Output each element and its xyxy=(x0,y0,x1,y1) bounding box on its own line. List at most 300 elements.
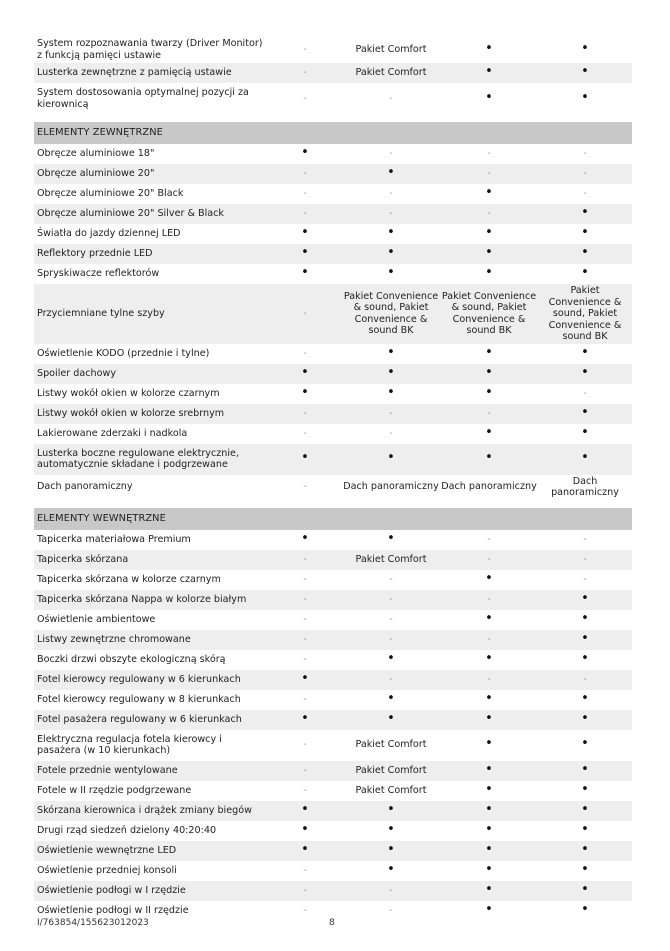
trim-cell-4 xyxy=(538,530,632,550)
table-row xyxy=(34,364,632,384)
trim-cell-1 xyxy=(268,761,342,781)
standard-dot-icon: • xyxy=(485,344,493,360)
option-package-text: Pakiet Comfort xyxy=(355,553,427,565)
trim-cell-4 xyxy=(538,364,632,384)
table-row xyxy=(34,530,632,550)
standard-dot-icon: • xyxy=(581,205,589,221)
trim-cell-2 xyxy=(342,63,440,83)
trim-cell-3 xyxy=(440,164,538,184)
not-available-dash: - xyxy=(303,784,307,796)
standard-dot-icon: • xyxy=(485,901,493,917)
trim-cell-4 xyxy=(538,384,632,404)
feature-name: Fotele przednie wentylowane xyxy=(34,761,268,781)
table-row xyxy=(34,730,632,761)
feature-name: Oświetlenie wewnętrzne LED xyxy=(34,841,268,861)
feature-name: Dach panoramiczny xyxy=(34,475,268,500)
feature-name: Obręcze aluminiowe 20" Silver & Black xyxy=(34,204,268,224)
trim-cell-4 xyxy=(538,710,632,730)
section-spacer xyxy=(34,114,632,122)
trim-cell-3 xyxy=(440,264,538,284)
not-available-dash: - xyxy=(389,673,393,685)
standard-dot-icon: • xyxy=(581,89,589,105)
not-available-dash: - xyxy=(389,904,393,916)
standard-dot-icon: • xyxy=(387,690,395,706)
standard-dot-icon: • xyxy=(301,821,309,837)
trim-cell-1 xyxy=(268,550,342,570)
standard-dot-icon: • xyxy=(387,841,395,857)
trim-cell-2 xyxy=(342,730,440,761)
standard-dot-icon: • xyxy=(581,364,589,380)
trim-cell-1 xyxy=(268,821,342,841)
feature-name: Drugi rząd siedzeń dzielony 40:20:40 xyxy=(34,821,268,841)
not-available-dash: - xyxy=(303,407,307,419)
table-row xyxy=(34,424,632,444)
table-row xyxy=(34,630,632,650)
standard-dot-icon: • xyxy=(485,781,493,797)
document-id: I/763854/155623012023 xyxy=(37,918,149,928)
trim-cell-4 xyxy=(538,570,632,590)
trim-cell-4 xyxy=(538,630,632,650)
standard-dot-icon: • xyxy=(581,450,589,466)
table-row xyxy=(34,550,632,570)
trim-cell-4 xyxy=(538,475,632,500)
trim-cell-2 xyxy=(342,264,440,284)
trim-cell-3 xyxy=(440,881,538,901)
trim-cell-3 xyxy=(440,861,538,881)
standard-dot-icon: • xyxy=(581,344,589,360)
trim-cell-1 xyxy=(268,710,342,730)
not-available-dash: - xyxy=(583,387,587,399)
trim-cell-1 xyxy=(268,610,342,630)
option-package-text: Pakiet Comfort xyxy=(355,784,427,796)
standard-dot-icon: • xyxy=(387,245,395,261)
not-available-dash: - xyxy=(389,573,393,585)
trim-cell-4 xyxy=(538,761,632,781)
standard-dot-icon: • xyxy=(581,630,589,646)
not-available-dash: - xyxy=(303,864,307,876)
standard-dot-icon: • xyxy=(301,710,309,726)
table-row xyxy=(34,801,632,821)
trim-cell-3 xyxy=(440,36,538,63)
trim-cell-4 xyxy=(538,83,632,114)
trim-cell-2 xyxy=(342,841,440,861)
trim-cell-2 xyxy=(342,710,440,730)
standard-dot-icon: • xyxy=(581,40,589,56)
standard-dot-icon: • xyxy=(301,530,309,546)
table-row xyxy=(34,264,632,284)
standard-dot-icon: • xyxy=(581,821,589,837)
standard-dot-icon: • xyxy=(581,761,589,777)
trim-cell-2 xyxy=(342,424,440,444)
standard-dot-icon: • xyxy=(387,861,395,877)
not-available-dash: - xyxy=(303,67,307,79)
not-available-dash: - xyxy=(303,347,307,359)
standard-dot-icon: • xyxy=(581,610,589,626)
trim-cell-2 xyxy=(342,861,440,881)
standard-dot-icon: • xyxy=(301,801,309,817)
trim-cell-1 xyxy=(268,781,342,801)
trim-cell-3 xyxy=(440,384,538,404)
trim-cell-3 xyxy=(440,424,538,444)
trim-cell-1 xyxy=(268,204,342,224)
trim-cell-4 xyxy=(538,901,632,921)
trim-cell-2 xyxy=(342,404,440,424)
trim-cell-3 xyxy=(440,650,538,670)
feature-name: Oświetlenie KODO (przednie i tylne) xyxy=(34,344,268,364)
table-row xyxy=(34,164,632,184)
not-available-dash: - xyxy=(389,188,393,200)
trim-cell-3 xyxy=(440,730,538,761)
standard-dot-icon: • xyxy=(387,821,395,837)
feature-name: Obręcze aluminiowe 20" xyxy=(34,164,268,184)
trim-cell-3 xyxy=(440,901,538,921)
trim-cell-1 xyxy=(268,650,342,670)
trim-cell-2 xyxy=(342,36,440,63)
option-package-text: Pakiet Comfort xyxy=(355,764,427,776)
not-available-dash: - xyxy=(389,407,393,419)
standard-dot-icon: • xyxy=(485,736,493,752)
trim-cell-2 xyxy=(342,570,440,590)
standard-dot-icon: • xyxy=(581,881,589,897)
feature-name: Tapicerka materiałowa Premium xyxy=(34,530,268,550)
feature-name: Fotele w II rzędzie podgrzewane xyxy=(34,781,268,801)
standard-dot-icon: • xyxy=(485,821,493,837)
trim-cell-1 xyxy=(268,384,342,404)
table-row xyxy=(34,590,632,610)
trim-cell-4 xyxy=(538,164,632,184)
trim-cell-1 xyxy=(268,530,342,550)
standard-dot-icon: • xyxy=(485,424,493,440)
not-available-dash: - xyxy=(389,427,393,439)
trim-cell-1 xyxy=(268,264,342,284)
trim-cell-1 xyxy=(268,144,342,164)
trim-cell-3 xyxy=(440,690,538,710)
trim-cell-3 xyxy=(440,801,538,821)
option-package-text: Pakiet Comfort xyxy=(355,67,427,79)
trim-cell-2 xyxy=(342,801,440,821)
standard-dot-icon: • xyxy=(581,225,589,241)
table-row xyxy=(34,284,632,344)
trim-cell-1 xyxy=(268,570,342,590)
table-row xyxy=(34,63,632,83)
not-available-dash: - xyxy=(389,593,393,605)
standard-dot-icon: • xyxy=(387,450,395,466)
feature-name: Przyciemniane tylne szyby xyxy=(34,284,268,344)
standard-dot-icon: • xyxy=(485,710,493,726)
trim-cell-2 xyxy=(342,224,440,244)
not-available-dash: - xyxy=(487,533,491,545)
trim-cell-2 xyxy=(342,184,440,204)
standard-dot-icon: • xyxy=(581,901,589,917)
table-row xyxy=(34,184,632,204)
table-row xyxy=(34,204,632,224)
trim-cell-2 xyxy=(342,610,440,630)
not-available-dash: - xyxy=(303,43,307,55)
standard-dot-icon: • xyxy=(301,670,309,686)
standard-dot-icon: • xyxy=(581,265,589,281)
not-available-dash: - xyxy=(303,764,307,776)
standard-dot-icon: • xyxy=(387,364,395,380)
trim-cell-3 xyxy=(440,630,538,650)
standard-dot-icon: • xyxy=(301,841,309,857)
trim-cell-1 xyxy=(268,424,342,444)
trim-cell-1 xyxy=(268,244,342,264)
trim-cell-3 xyxy=(440,821,538,841)
trim-cell-4 xyxy=(538,144,632,164)
standard-dot-icon: • xyxy=(387,225,395,241)
standard-dot-icon: • xyxy=(485,690,493,706)
trim-cell-2 xyxy=(342,821,440,841)
trim-cell-3 xyxy=(440,284,538,344)
table-row xyxy=(34,761,632,781)
trim-cell-2 xyxy=(342,550,440,570)
feature-name: Lusterka zewnętrzne z pamięcią ustawie xyxy=(34,63,268,83)
trim-cell-1 xyxy=(268,861,342,881)
option-package-text: Dach panoramiczny xyxy=(343,481,439,493)
standard-dot-icon: • xyxy=(485,650,493,666)
section-header xyxy=(34,508,632,530)
standard-dot-icon: • xyxy=(485,861,493,877)
table-row xyxy=(34,244,632,264)
trim-cell-3 xyxy=(440,224,538,244)
table-row xyxy=(34,83,632,114)
equipment-table xyxy=(34,36,632,921)
standard-dot-icon: • xyxy=(387,710,395,726)
trim-cell-2 xyxy=(342,901,440,921)
trim-cell-3 xyxy=(440,530,538,550)
not-available-dash: - xyxy=(583,188,587,200)
not-available-dash: - xyxy=(303,613,307,625)
standard-dot-icon: • xyxy=(581,64,589,80)
not-available-dash: - xyxy=(583,148,587,160)
feature-name: Światła do jazdy dziennej LED xyxy=(34,224,268,244)
trim-cell-2 xyxy=(342,444,440,475)
standard-dot-icon: • xyxy=(581,650,589,666)
trim-cell-1 xyxy=(268,690,342,710)
trim-cell-2 xyxy=(342,384,440,404)
trim-cell-4 xyxy=(538,404,632,424)
trim-cell-2 xyxy=(342,650,440,670)
not-available-dash: - xyxy=(303,168,307,180)
not-available-dash: - xyxy=(303,188,307,200)
option-package-text: Pakiet Comfort xyxy=(355,43,427,55)
not-available-dash: - xyxy=(487,407,491,419)
feature-name: Oświetlenie przedniej konsoli xyxy=(34,861,268,881)
standard-dot-icon: • xyxy=(301,225,309,241)
feature-name: Obręcze aluminiowe 20" Black xyxy=(34,184,268,204)
trim-cell-4 xyxy=(538,730,632,761)
standard-dot-icon: • xyxy=(581,590,589,606)
trim-cell-2 xyxy=(342,83,440,114)
trim-cell-4 xyxy=(538,881,632,901)
trim-cell-3 xyxy=(440,184,538,204)
trim-cell-1 xyxy=(268,881,342,901)
section-title: ELEMENTY WEWNĘTRZNE xyxy=(34,508,632,530)
standard-dot-icon: • xyxy=(485,89,493,105)
trim-cell-4 xyxy=(538,650,632,670)
trim-cell-1 xyxy=(268,444,342,475)
standard-dot-icon: • xyxy=(485,761,493,777)
not-available-dash: - xyxy=(487,673,491,685)
not-available-dash: - xyxy=(389,208,393,220)
trim-cell-4 xyxy=(538,821,632,841)
trim-cell-2 xyxy=(342,204,440,224)
feature-name: Tapicerka skórzana w kolorze czarnym xyxy=(34,570,268,590)
option-package-text: Pakiet Convenience & sound, Pakiet Convenience & sound BK xyxy=(343,290,439,337)
section-title: ELEMENTY ZEWNĘTRZNE xyxy=(34,122,632,144)
not-available-dash: - xyxy=(487,553,491,565)
not-available-dash: - xyxy=(389,92,393,104)
trim-cell-2 xyxy=(342,530,440,550)
not-available-dash: - xyxy=(303,904,307,916)
trim-cell-4 xyxy=(538,424,632,444)
table-row xyxy=(34,650,632,670)
trim-cell-3 xyxy=(440,761,538,781)
standard-dot-icon: • xyxy=(301,450,309,466)
trim-cell-1 xyxy=(268,36,342,63)
not-available-dash: - xyxy=(303,92,307,104)
standard-dot-icon: • xyxy=(301,265,309,281)
trim-cell-2 xyxy=(342,881,440,901)
trim-cell-2 xyxy=(342,164,440,184)
table-row xyxy=(34,610,632,630)
trim-cell-3 xyxy=(440,710,538,730)
not-available-dash: - xyxy=(487,593,491,605)
standard-dot-icon: • xyxy=(485,185,493,201)
not-available-dash: - xyxy=(303,573,307,585)
option-package-text: Dach panoramiczny xyxy=(441,481,537,493)
standard-dot-icon: • xyxy=(485,450,493,466)
trim-cell-3 xyxy=(440,670,538,690)
trim-cell-1 xyxy=(268,730,342,761)
standard-dot-icon: • xyxy=(485,245,493,261)
trim-cell-1 xyxy=(268,404,342,424)
feature-name: Listwy zewnętrzne chromowane xyxy=(34,630,268,650)
standard-dot-icon: • xyxy=(581,861,589,877)
feature-name: Oświetlenie podłogi w I rzędzie xyxy=(34,881,268,901)
not-available-dash: - xyxy=(303,208,307,220)
trim-cell-4 xyxy=(538,861,632,881)
not-available-dash: - xyxy=(303,633,307,645)
standard-dot-icon: • xyxy=(485,64,493,80)
trim-cell-1 xyxy=(268,284,342,344)
standard-dot-icon: • xyxy=(581,424,589,440)
option-package-text: Dach panoramiczny xyxy=(551,475,619,498)
trim-cell-1 xyxy=(268,164,342,184)
table-row xyxy=(34,821,632,841)
standard-dot-icon: • xyxy=(581,801,589,817)
feature-name: Oświetlenie podłogi w II rzędzie xyxy=(34,901,268,921)
standard-dot-icon: • xyxy=(387,650,395,666)
feature-name: System dostosowania optymalnej pozycji za kierownicą xyxy=(34,83,268,114)
not-available-dash: - xyxy=(389,148,393,160)
trim-cell-2 xyxy=(342,630,440,650)
feature-name: Spryskiwacze reflektorów xyxy=(34,264,268,284)
standard-dot-icon: • xyxy=(485,384,493,400)
standard-dot-icon: • xyxy=(301,364,309,380)
trim-cell-2 xyxy=(342,781,440,801)
trim-cell-3 xyxy=(440,841,538,861)
table-row xyxy=(34,36,632,63)
trim-cell-4 xyxy=(538,264,632,284)
standard-dot-icon: • xyxy=(485,265,493,281)
trim-cell-3 xyxy=(440,204,538,224)
standard-dot-icon: • xyxy=(485,801,493,817)
trim-cell-1 xyxy=(268,630,342,650)
trim-cell-4 xyxy=(538,841,632,861)
feature-name: Skórzana kierownica i drążek zmiany biegów xyxy=(34,801,268,821)
standard-dot-icon: • xyxy=(387,384,395,400)
not-available-dash: - xyxy=(303,481,307,493)
feature-name: Lusterka boczne regulowane elektrycznie, automatycznie składane i podgrzewane xyxy=(34,444,268,475)
trim-cell-2 xyxy=(342,590,440,610)
table-row xyxy=(34,690,632,710)
trim-cell-3 xyxy=(440,144,538,164)
trim-cell-4 xyxy=(538,184,632,204)
table-row xyxy=(34,710,632,730)
trim-cell-2 xyxy=(342,761,440,781)
trim-cell-1 xyxy=(268,364,342,384)
table-row xyxy=(34,475,632,500)
standard-dot-icon: • xyxy=(485,364,493,380)
not-available-dash: - xyxy=(303,884,307,896)
trim-cell-2 xyxy=(342,284,440,344)
not-available-dash: - xyxy=(303,427,307,439)
table-row xyxy=(34,144,632,164)
standard-dot-icon: • xyxy=(387,165,395,181)
trim-cell-4 xyxy=(538,36,632,63)
trim-cell-4 xyxy=(538,204,632,224)
standard-dot-icon: • xyxy=(581,404,589,420)
standard-dot-icon: • xyxy=(387,265,395,281)
trim-cell-1 xyxy=(268,83,342,114)
feature-name: Tapicerka skórzana Nappa w kolorze białym xyxy=(34,590,268,610)
feature-name: Oświetlenie ambientowe xyxy=(34,610,268,630)
standard-dot-icon: • xyxy=(485,40,493,56)
feature-name: Reflektory przednie LED xyxy=(34,244,268,264)
standard-dot-icon: • xyxy=(387,344,395,360)
standard-dot-icon: • xyxy=(581,781,589,797)
trim-cell-3 xyxy=(440,590,538,610)
feature-name: Listwy wokół okien w kolorze srebrnym xyxy=(34,404,268,424)
section-spacer xyxy=(34,500,632,508)
trim-cell-3 xyxy=(440,244,538,264)
standard-dot-icon: • xyxy=(301,145,309,161)
trim-cell-1 xyxy=(268,344,342,364)
trim-cell-1 xyxy=(268,184,342,204)
trim-cell-4 xyxy=(538,781,632,801)
feature-name: Tapicerka skórzana xyxy=(34,550,268,570)
trim-cell-4 xyxy=(538,590,632,610)
not-available-dash: - xyxy=(303,553,307,565)
not-available-dash: - xyxy=(389,633,393,645)
feature-name: System rozpoznawania twarzy (Driver Monitor) z funkcją pamięci ustawie xyxy=(34,36,268,63)
standard-dot-icon: • xyxy=(485,225,493,241)
feature-name: Listwy wokół okien w kolorze czarnym xyxy=(34,384,268,404)
not-available-dash: - xyxy=(303,308,307,319)
feature-name: Boczki drzwi obszyte ekologiczną skórą xyxy=(34,650,268,670)
trim-cell-1 xyxy=(268,224,342,244)
option-package-text: Pakiet Convenience & sound, Pakiet Convenience & sound BK xyxy=(441,290,537,337)
standard-dot-icon: • xyxy=(485,881,493,897)
table-row xyxy=(34,881,632,901)
table-row xyxy=(34,861,632,881)
trim-cell-4 xyxy=(538,63,632,83)
not-available-dash: - xyxy=(303,653,307,665)
trim-cell-4 xyxy=(538,670,632,690)
not-available-dash: - xyxy=(303,693,307,705)
not-available-dash: - xyxy=(583,533,587,545)
